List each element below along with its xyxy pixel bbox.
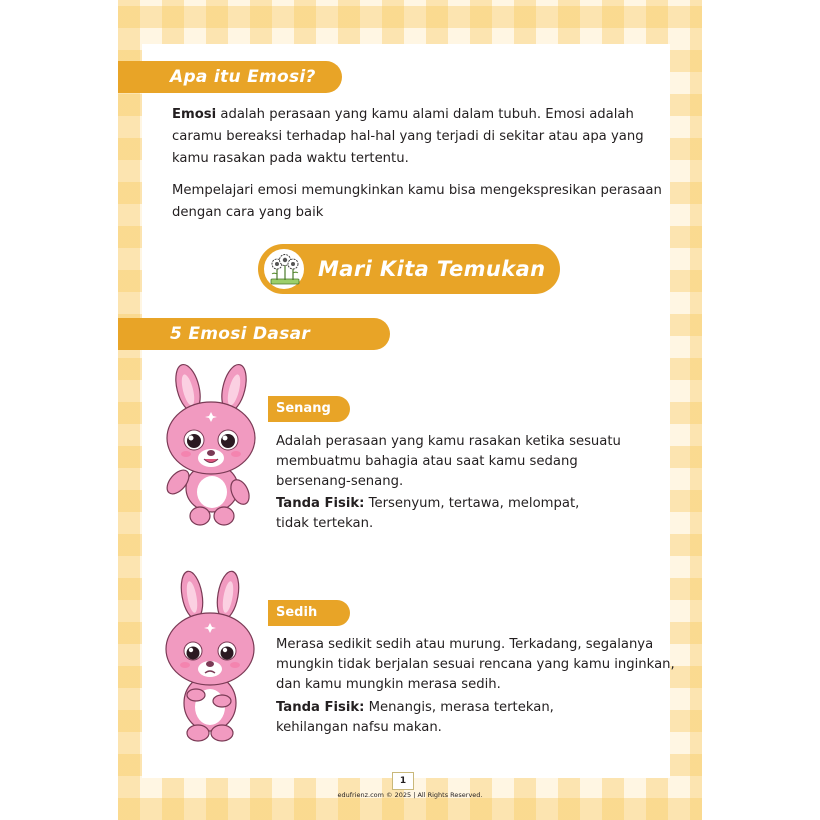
- emotion-term: Emosi: [172, 107, 217, 122]
- page-number: 1: [392, 772, 414, 790]
- flowers-icon: [262, 247, 306, 291]
- emotion-tag-sad: Sedih: [268, 600, 350, 626]
- banner-label: Mari Kita Temukan: [318, 257, 546, 281]
- sad-bunny-icon: [156, 567, 266, 747]
- emotion-tag-happy: Senang: [268, 396, 350, 422]
- sad-physical-signs: Tanda Fisik: Menangis, merasa tertekan, kehilangan nafsu makan.: [276, 700, 554, 735]
- footer-copyright: edufrienz.com © 2025 | All Rights Reserved.: [337, 791, 483, 799]
- happy-physical-signs: Tanda Fisik: Tersenyum, tertawa, melompat, tidak tertekan.: [276, 496, 580, 531]
- section-heading-what-is-emotion: Apa itu Emosi?: [118, 61, 342, 93]
- learning-paragraph: Mempelajari emosi memungkinkan kamu bisa mengekspresikan perasaan dengan cara yang baik: [172, 183, 662, 220]
- intro-paragraph: Emosi adalah perasaan yang kamu alami dalam tubuh. Emosi adalah caramu bereaksi terhadap hal-hal yang terjadi di sekitar atau apa yang kamu rasakan pada waktu tertentu.: [172, 107, 644, 166]
- lets-discover-banner: [258, 244, 560, 294]
- sad-description: Merasa sedikit sedih atau murung. Terkadang, segalanya mungkin tidak berjalan sesuai rencana yang kamu inginkan, dan kamu mungkin merasa sedih.: [276, 637, 675, 692]
- happy-bunny-icon: [156, 360, 266, 530]
- happy-description: Adalah perasaan yang kamu rasakan ketika sesuatu membuatmu bahagia atau saat kamu sedang bersenang-senang.: [276, 434, 621, 489]
- section-heading-basic-emotions: 5 Emosi Dasar: [118, 318, 390, 350]
